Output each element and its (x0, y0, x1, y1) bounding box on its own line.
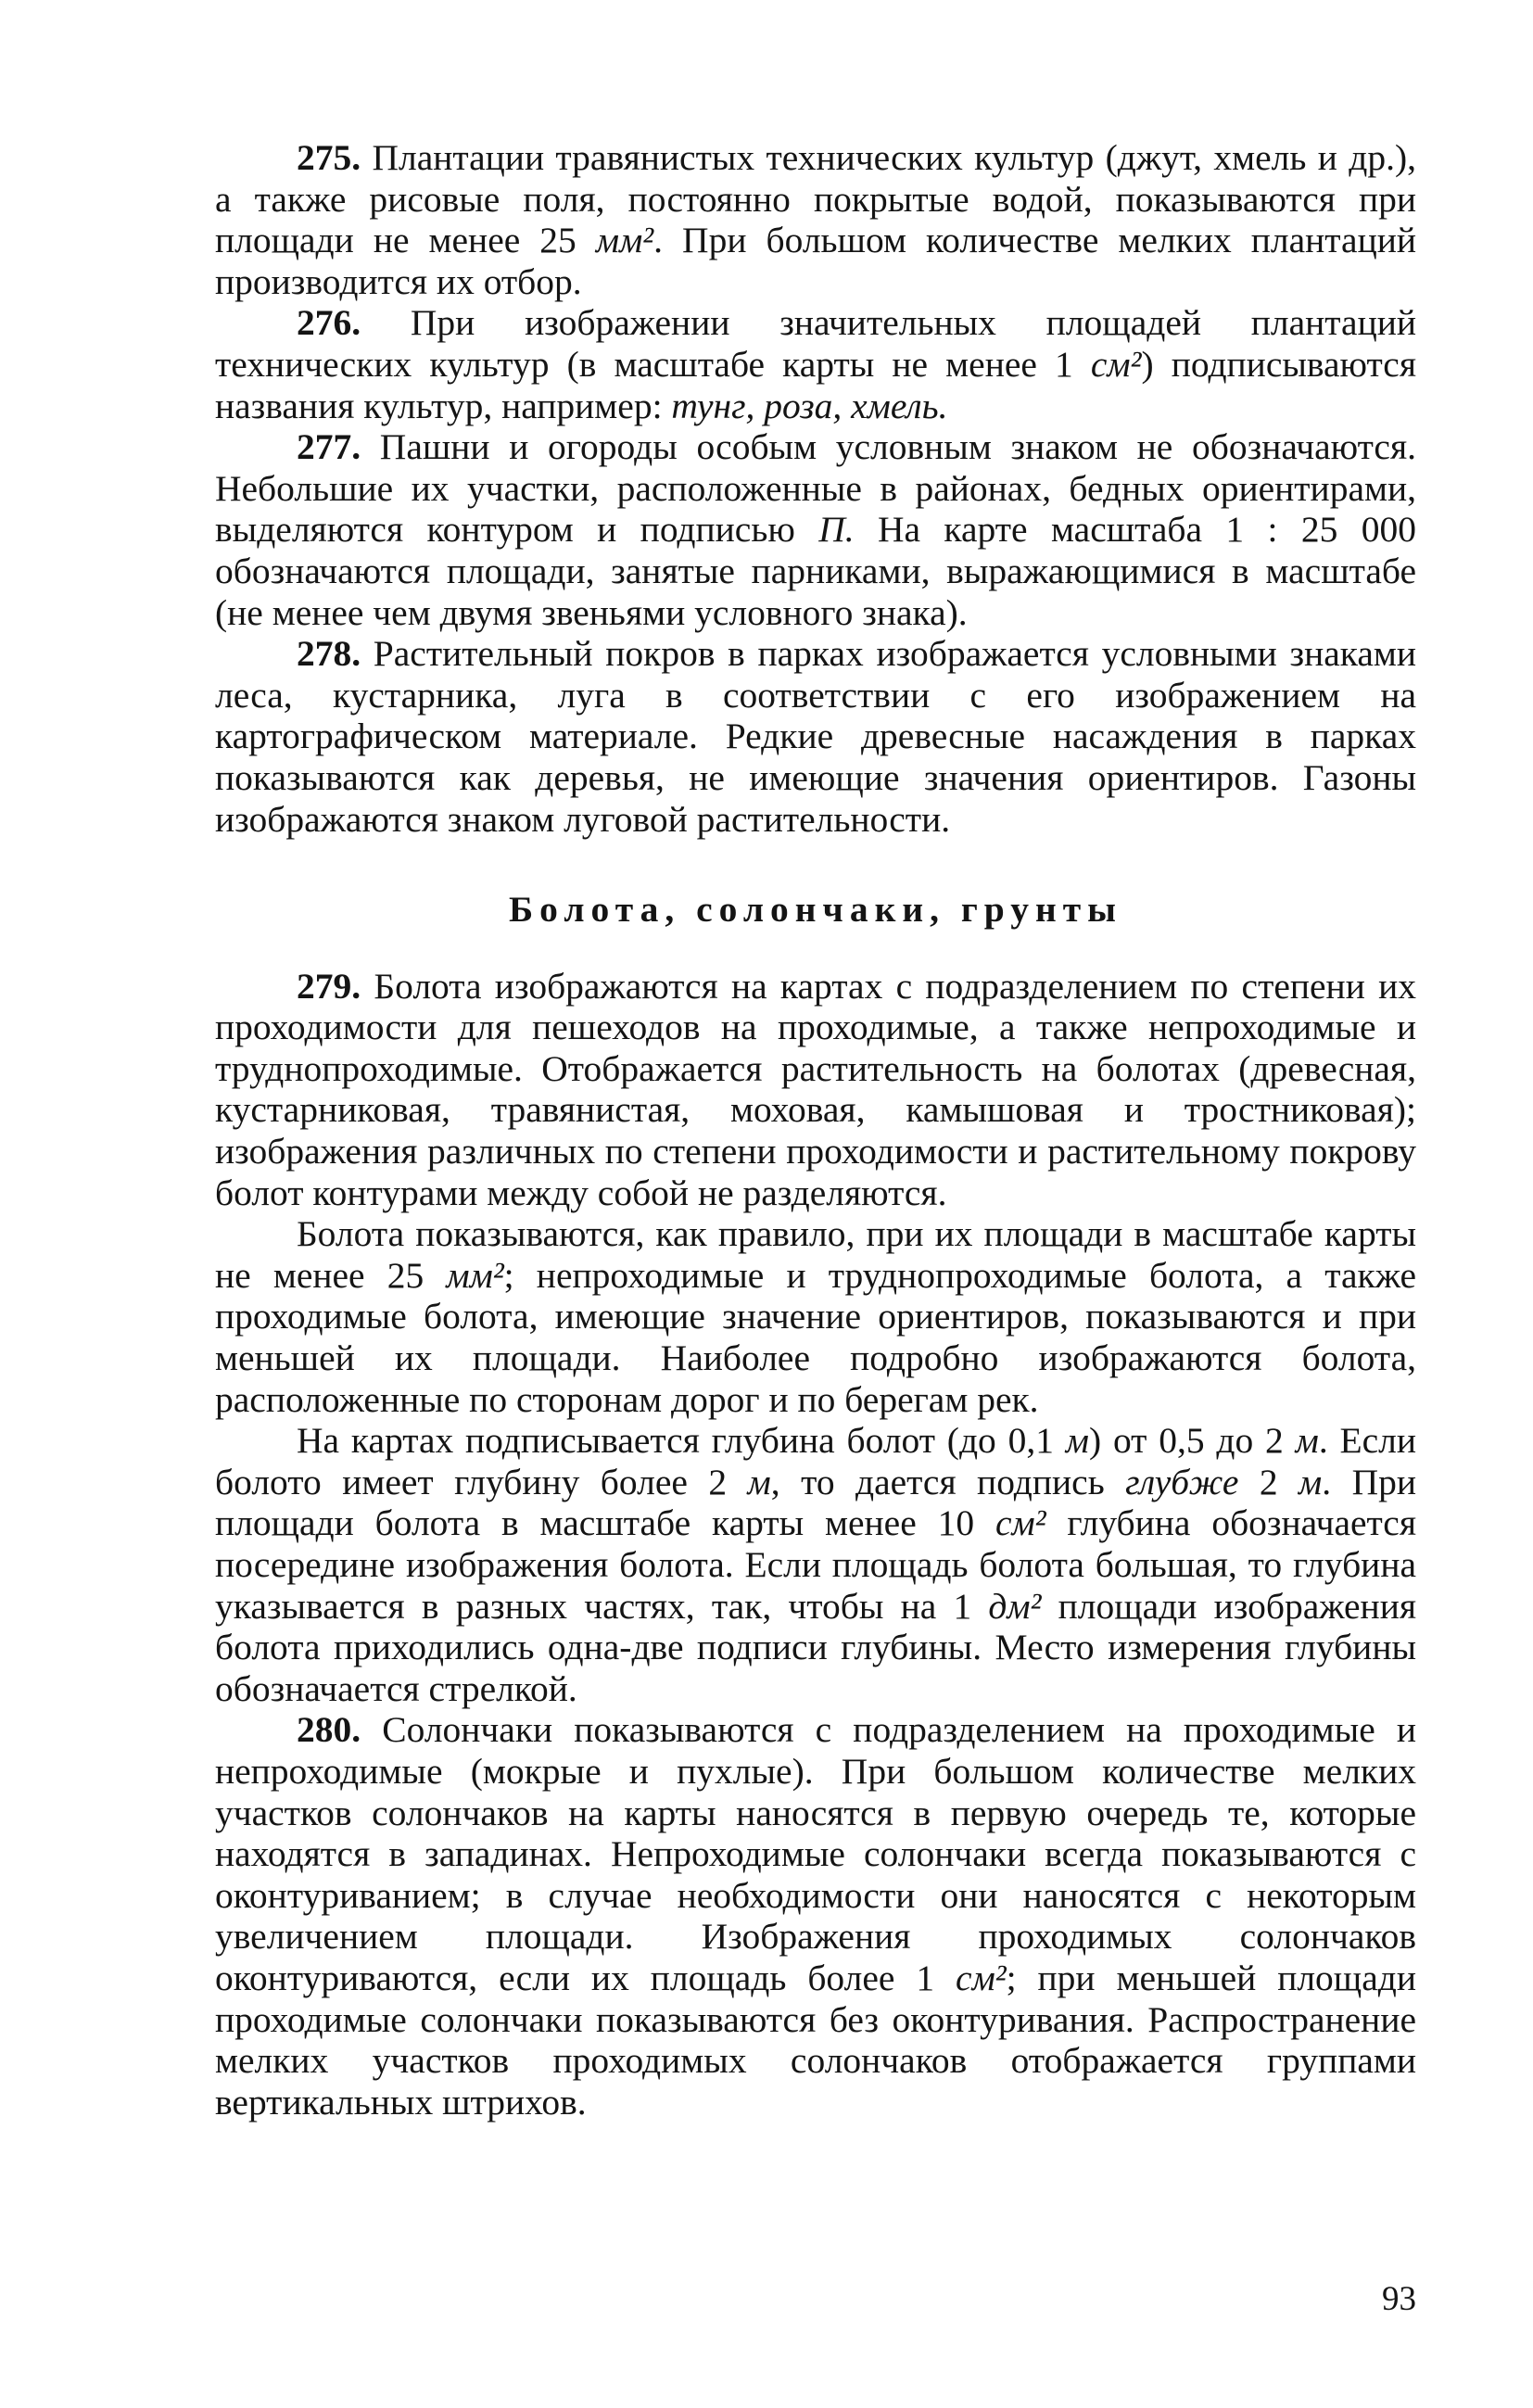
section-heading: Болота, солончаки, грунты (509, 889, 1122, 931)
paragraph-280 (215, 1709, 1416, 2123)
label-deeper: глубже (1125, 1461, 1239, 1502)
text: Болота изображаются на картах с подразделением по степени их проходимости для пешеходов на проходимые, а также непроходимые и труднопроходимые. Отображается растительность на болотах (древесная, кустарниковая, травянистая, моховая, камышовая и тростниковая); изображения различных по степени проходимости и растительному покрову болот контурами между собой не разделяются. (215, 965, 1416, 1213)
page-body (215, 137, 1416, 2123)
label-sign: П. (818, 509, 855, 551)
unit: см² (1090, 343, 1142, 385)
paragraph-278 (215, 633, 1416, 840)
item-number: 278. (297, 633, 361, 675)
text: . Если болото имеет глубину более 2 (215, 1420, 1416, 1502)
unit: м (1299, 1461, 1323, 1502)
text: 2 (1238, 1461, 1299, 1502)
text: Болота показываются, как правило, при их площади в масштабе карты не менее 25 (215, 1213, 1416, 1296)
text: На карте масштаба 1 : 25 000 обозначаются площади, занятые парниками, выражающимися в масштабе (не менее чем двумя звеньями условного знака). (215, 509, 1416, 633)
text: Пашни и огороды особым условным знаком не обозначаются. Небольшие их участки, расположенные в районах, бедных ориентирами, выделяются контуром и подписью (215, 426, 1416, 551)
text: На картах подписывается глубина болот (до 0,1 (297, 1420, 1066, 1462)
item-number: 280. (297, 1709, 361, 1751)
paragraph-279 (215, 966, 1416, 1214)
item-number: 275. (297, 137, 361, 178)
item-number: 276. (297, 302, 361, 344)
unit: м (1065, 1420, 1089, 1462)
paragraph-275 (215, 137, 1416, 302)
text: Растительный покров в парках изображается условными знаками леса, кустарника, луга в соответствии с его изображением на картографическом материале. Редкие древесные насаждения в парках показываются как деревья, не имеющие значения ориентиров. Газоны изображаются знаком луговой растительности. (215, 633, 1416, 840)
unit: мм² (595, 220, 654, 261)
example-names: тунг, роза, хмель. (671, 385, 948, 426)
unit: м (1295, 1420, 1319, 1462)
text: Солончаки показываются с подразделением на проходимые и непроходимые (мокрые и пухлые). При большом количестве мелких участков солончаков на карты наносятся в первую очередь те, которые находятся в западинах. Непроходимые солончаки всегда показываются с оконтуриванием; в случае необходимости они наносятся с некоторым увеличением площади. Изображения проходимых солончаков оконтуриваются, если их площадь более 1 (215, 1709, 1416, 1998)
paragraph-279-continued (215, 1213, 1416, 1420)
text: Плантации травянистых технических культур (джут, хмель и др.), а также рисовые поля, постоянно покрытые водой, показываются при площади не менее 25 (215, 137, 1416, 261)
text: глубина обозначается посередине изображения болота. Если площадь болота большая, то глубина указывается в разных частях, так, чтобы на 1 (215, 1502, 1416, 1627)
page-number: 93 (1382, 2280, 1416, 2318)
text: . При большом количестве мелких плантаций производится их отбор. (215, 220, 1416, 302)
text: . При площади болота в масштабе карты менее 10 (215, 1461, 1416, 1544)
unit: дм² (988, 1585, 1042, 1627)
unit: м (747, 1461, 771, 1502)
text: , то дается подпись (770, 1461, 1126, 1502)
text: ) от 0,5 до 2 (1089, 1420, 1296, 1462)
item-number: 279. (297, 965, 361, 1007)
text: площади изображения болота приходились одна-две подписи глубины. Место измерения глубины обозначается стрелкой. (215, 1585, 1416, 1709)
item-number: 277. (297, 426, 361, 468)
paragraph-279-depth (215, 1420, 1416, 1709)
text: При изображении значительных площадей плантаций технических культур (в масштабе карты не менее 1 (215, 302, 1416, 385)
paragraph-276 (215, 302, 1416, 426)
unit: мм² (446, 1254, 504, 1296)
unit: см² (995, 1502, 1046, 1544)
unit: см² (956, 1957, 1007, 1998)
text: ; при меньшей площади проходимые солончаки показываются без оконтуривания. Распространение мелких участков проходимых солончаков отображается группами вертикальных штрихов. (215, 1957, 1416, 2123)
text: ) подписываются названия культур, например: (215, 343, 1416, 426)
paragraph-277 (215, 426, 1416, 633)
text: ; непроходимые и труднопроходимые болота, а также проходимые болота, имеющие значение ориентиров, показываются и при меньшей их площади. Наиболее подробно изображаются болота, расположенные по сторонам дорог и по берегам рек. (215, 1254, 1417, 1420)
